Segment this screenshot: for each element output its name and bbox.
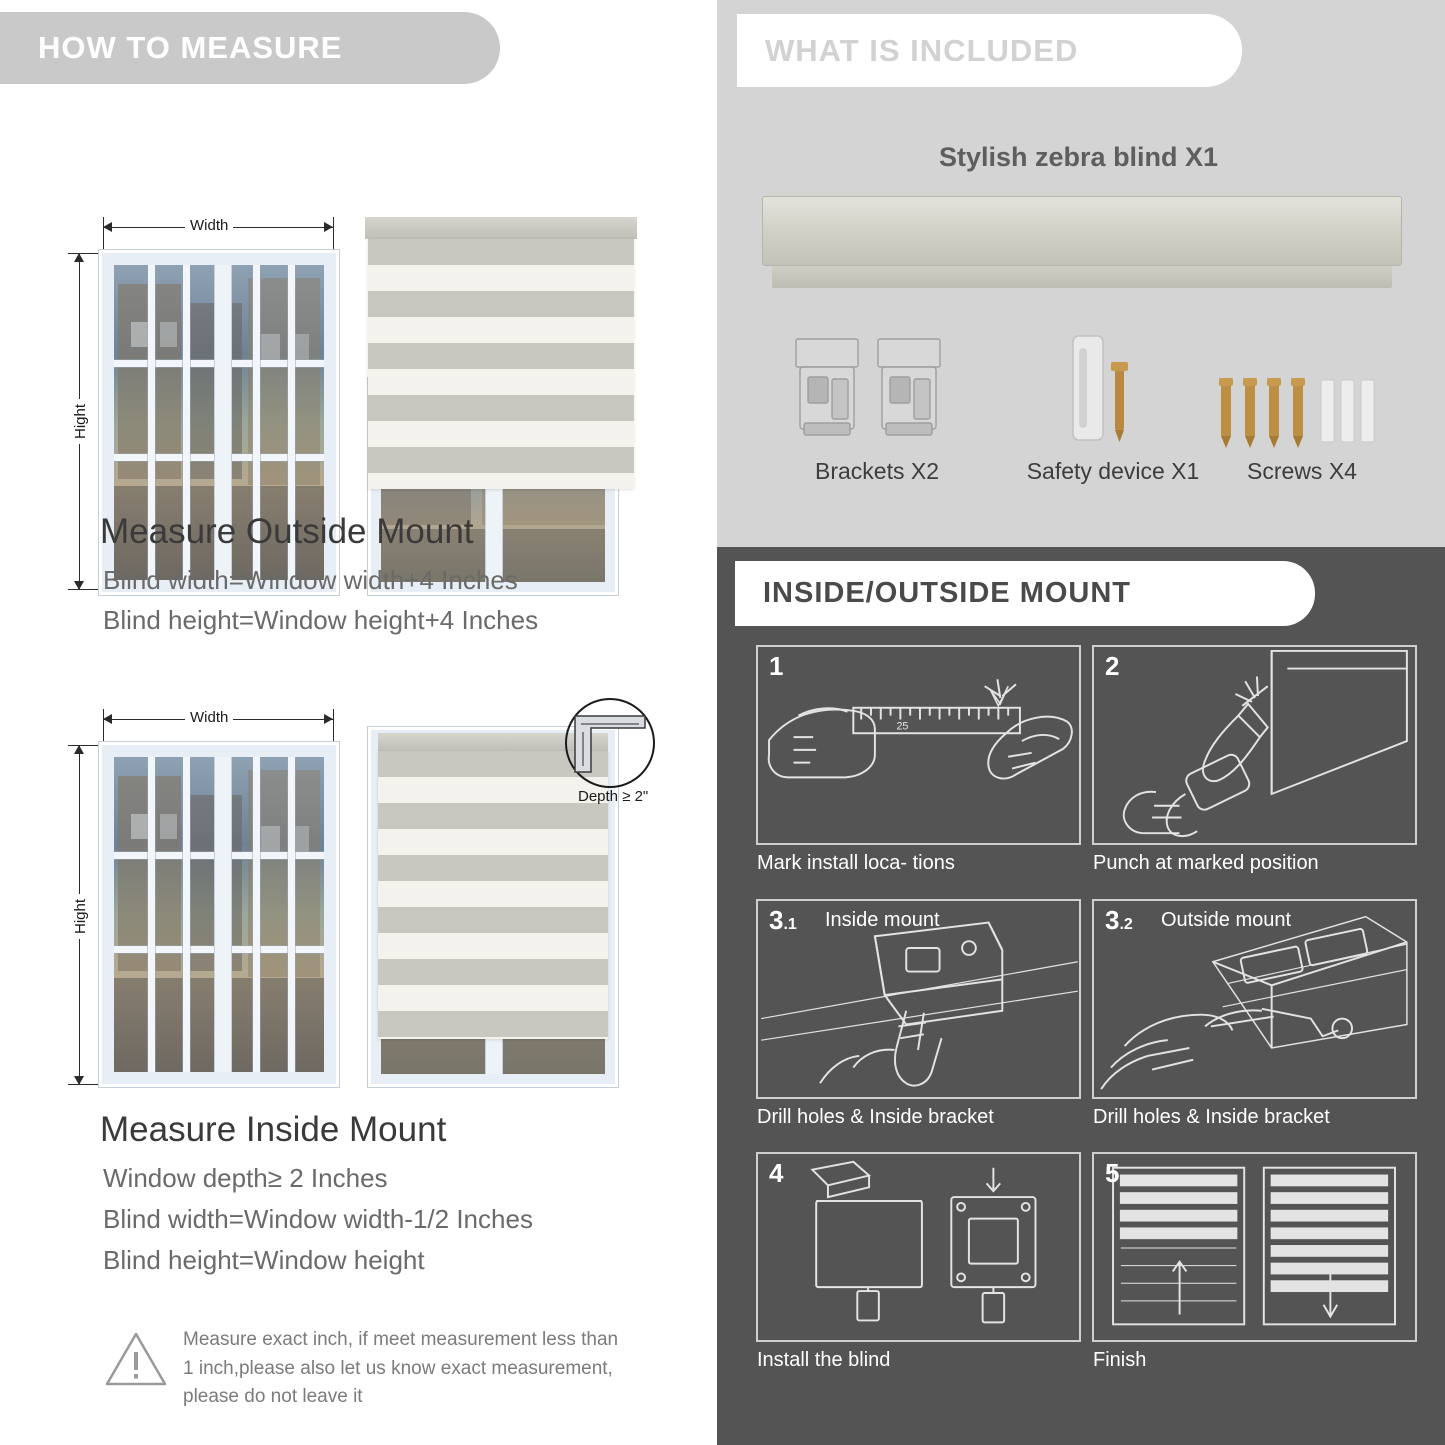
inside-depth-label: Depth ≥ 2" bbox=[578, 788, 649, 805]
step-3-2-number-text: 3 bbox=[1105, 905, 1120, 935]
inside-outside-mount-tab bbox=[735, 561, 1315, 626]
step-3-2-inline-label: Outside mount bbox=[1161, 909, 1292, 931]
step-3-2-number bbox=[1105, 905, 1133, 936]
step-2-box bbox=[1092, 645, 1417, 845]
inside-mount-line-3: Blind height=Window height bbox=[103, 1245, 425, 1275]
step-3-2-number-sub: .2 bbox=[1119, 916, 1133, 933]
inside-outside-mount-panel bbox=[717, 547, 1445, 1445]
inside-width-label: Width bbox=[185, 709, 233, 726]
inside-blind-illustration bbox=[368, 700, 668, 1100]
tape-measure-hand-icon bbox=[758, 647, 1079, 843]
outside-blind-headrail bbox=[365, 217, 637, 239]
step-3-1-number bbox=[769, 905, 797, 936]
step-2-caption: Punch at marked position bbox=[1093, 852, 1319, 874]
step-1-caption: Mark install loca- tions bbox=[757, 852, 955, 874]
step-3-1-number-text: 3 bbox=[769, 905, 784, 935]
outside-blind-illustration bbox=[368, 105, 668, 505]
measurement-note bbox=[105, 1320, 665, 1410]
step-1-number bbox=[769, 651, 783, 682]
inside-width-arrow-left bbox=[103, 714, 112, 724]
outside-mount-heading: Measure Outside Mount bbox=[100, 512, 474, 551]
step-3-1-inline-label: Inside mount bbox=[825, 909, 940, 931]
inside-width-arrow-right bbox=[324, 714, 333, 724]
step-4-number bbox=[769, 1158, 783, 1189]
measurement-note-text: Measure exact inch, if meet measurement less than 1 inch,please also let us know exact measurement, please do not leave it bbox=[183, 1329, 619, 1407]
screws-label: Screws X4 bbox=[1247, 458, 1357, 484]
how-to-measure-title: HOW TO MEASURE bbox=[38, 30, 343, 65]
what-is-included-panel bbox=[717, 0, 1445, 547]
step-3-1-caption: Drill holes & Inside bracket bbox=[757, 1106, 994, 1128]
inside-outside-mount-title: INSIDE/OUTSIDE MOUNT bbox=[763, 577, 1132, 609]
step-3-2-caption: Drill holes & Inside bracket bbox=[1093, 1106, 1330, 1128]
step-5-box bbox=[1092, 1152, 1417, 1342]
zebra-blind-product-bottom-rail bbox=[772, 266, 1392, 288]
svg-text:25: 25 bbox=[896, 720, 909, 733]
inside-mount-heading: Measure Inside Mount bbox=[100, 1110, 447, 1149]
outside-width-arrow-right bbox=[324, 222, 333, 232]
outside-width-label: Width bbox=[185, 217, 233, 234]
step-5-caption: Finish bbox=[1093, 1349, 1147, 1371]
outside-mount-illustration bbox=[0, 105, 712, 505]
safety-device-icon bbox=[1057, 332, 1167, 444]
step-1-box bbox=[756, 645, 1081, 845]
inside-mount-illustration bbox=[0, 700, 712, 1100]
step-1-number-text: 1 bbox=[769, 651, 784, 681]
step-4-number-text: 4 bbox=[769, 1158, 784, 1188]
what-is-included-title: WHAT IS INCLUDED bbox=[765, 32, 1079, 68]
inside-window-glass bbox=[114, 757, 324, 1072]
brackets-label: Brackets X2 bbox=[815, 458, 939, 484]
step-4-caption: Install the blind bbox=[757, 1349, 891, 1371]
brackets-icon bbox=[792, 335, 962, 445]
outside-height-label: Hight bbox=[72, 399, 89, 444]
outside-width-arrow-left bbox=[103, 222, 112, 232]
how-to-measure-panel bbox=[0, 0, 712, 1445]
zebra-blind-product bbox=[762, 196, 1402, 266]
what-is-included-tab bbox=[737, 14, 1242, 87]
inside-mount-line-2: Blind width=Window width-1/2 Inches bbox=[103, 1204, 533, 1234]
product-title: Stylish zebra blind X1 bbox=[939, 142, 1219, 172]
inside-window-frame bbox=[99, 742, 339, 1087]
outside-height-arrow-top bbox=[74, 253, 84, 262]
step-2-number bbox=[1105, 651, 1119, 682]
step-3-1-number-sub: .1 bbox=[783, 916, 797, 933]
inside-height-label: Hight bbox=[72, 894, 89, 939]
outside-blind-fabric bbox=[368, 239, 634, 489]
install-blind-icon bbox=[758, 1154, 1079, 1340]
outside-mount-line-1: Blind width=Window width+4 Inches bbox=[103, 565, 518, 595]
warning-triangle-icon bbox=[105, 1330, 167, 1388]
how-to-measure-tab bbox=[0, 12, 500, 84]
inside-height-arrow-top bbox=[74, 745, 84, 754]
inside-mount-line-1: Window depth≥ 2 Inches bbox=[103, 1163, 388, 1193]
step-5-number-text: 5 bbox=[1105, 1158, 1120, 1188]
step-4-box bbox=[756, 1152, 1081, 1342]
step-2-number-text: 2 bbox=[1105, 651, 1120, 681]
outside-mount-line-2: Blind height=Window height+4 Inches bbox=[103, 605, 539, 635]
safety-device-label: Safety device X1 bbox=[1026, 458, 1200, 484]
finished-blinds-icon bbox=[1094, 1154, 1415, 1340]
drill-icon bbox=[1094, 647, 1415, 843]
step-5-number bbox=[1105, 1158, 1119, 1189]
screws-icon bbox=[1217, 378, 1382, 450]
